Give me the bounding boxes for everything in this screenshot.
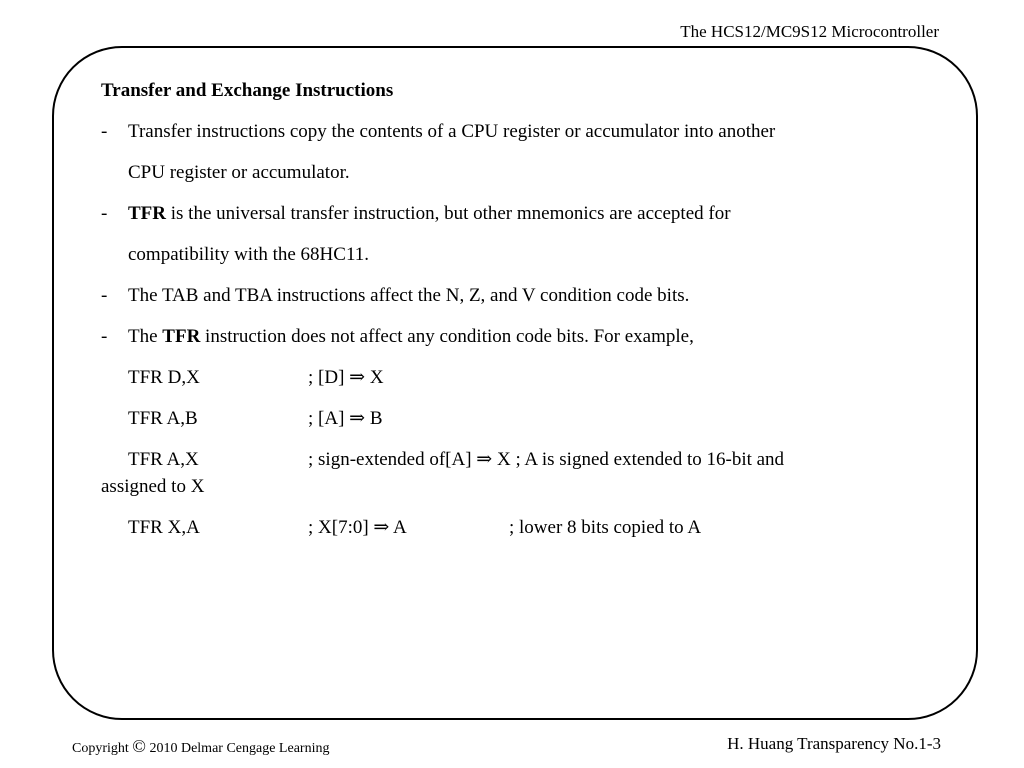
code-comment-2: ; lower 8 bits copied to A: [509, 517, 702, 538]
bullet-text: The TAB and TBA instructions affect the N, Z, and V condition code bits.: [128, 285, 690, 306]
bullet-dash: -: [101, 121, 108, 142]
bullet-text: [128, 316, 931, 357]
code-line-tfr-dx: [101, 357, 931, 398]
code-instruction: TFR X,A: [128, 517, 200, 538]
bullet-text-pre: The: [128, 326, 163, 347]
bullet-text-line2: CPU register or accumulator.: [128, 162, 350, 183]
copyright-text: 2010 Delmar Cengage Learning: [149, 741, 330, 756]
code-line-tfr-ax: [101, 439, 931, 507]
code-comment: ; [A] ⇒ B: [308, 408, 383, 429]
copyright-notice: [72, 736, 329, 757]
bullet-text-post: instruction does not affect any condition code bits. For example,: [200, 326, 694, 347]
code-comment: ; [D] ⇒ X: [308, 367, 384, 388]
copyright-symbol: ©: [132, 736, 146, 756]
slide-title: Transfer and Exchange Instructions: [101, 80, 394, 101]
transparency-number: H. Huang Transparency No.1-3: [727, 734, 941, 753]
copyright-word: Copyright: [72, 741, 129, 756]
tfr-mnemonic: TFR: [128, 203, 166, 224]
bullet-text: is the universal transfer instruction, but other mnemonics are accepted for: [166, 203, 731, 224]
bullet-dash: -: [101, 203, 108, 224]
code-line-tfr-ab: [101, 398, 931, 439]
code-instruction: TFR D,X: [128, 367, 200, 388]
bullet-transfer-copy: [101, 111, 931, 193]
bullet-tfr-no-ccr: [101, 316, 931, 357]
header-title: The HCS12/MC9S12 Microcontroller: [680, 22, 939, 41]
tfr-mnemonic: TFR: [162, 326, 201, 347]
code-instruction: TFR A,X: [128, 449, 199, 470]
slide-content: [101, 70, 931, 548]
code-continuation: assigned to X: [101, 476, 205, 497]
code-instruction: TFR A,B: [128, 408, 198, 429]
bullet-text-line2: compatibility with the 68HC11.: [128, 244, 369, 265]
bullet-dash: -: [101, 285, 108, 306]
code-comment: ; sign-extended of[A] ⇒ X ; A is signed extended to 16-bit and: [308, 449, 785, 470]
bullet-tab-tba: [101, 275, 931, 316]
bullet-text-line1: Transfer instructions copy the contents of a CPU register or accumulator into another: [128, 121, 776, 142]
bullet-tfr-universal: [101, 193, 931, 275]
code-line-tfr-xa: [101, 507, 931, 548]
bullet-text-line1: [128, 193, 931, 234]
code-comment: ; X[7:0] ⇒ A: [308, 517, 407, 538]
bullet-dash: -: [101, 326, 108, 347]
